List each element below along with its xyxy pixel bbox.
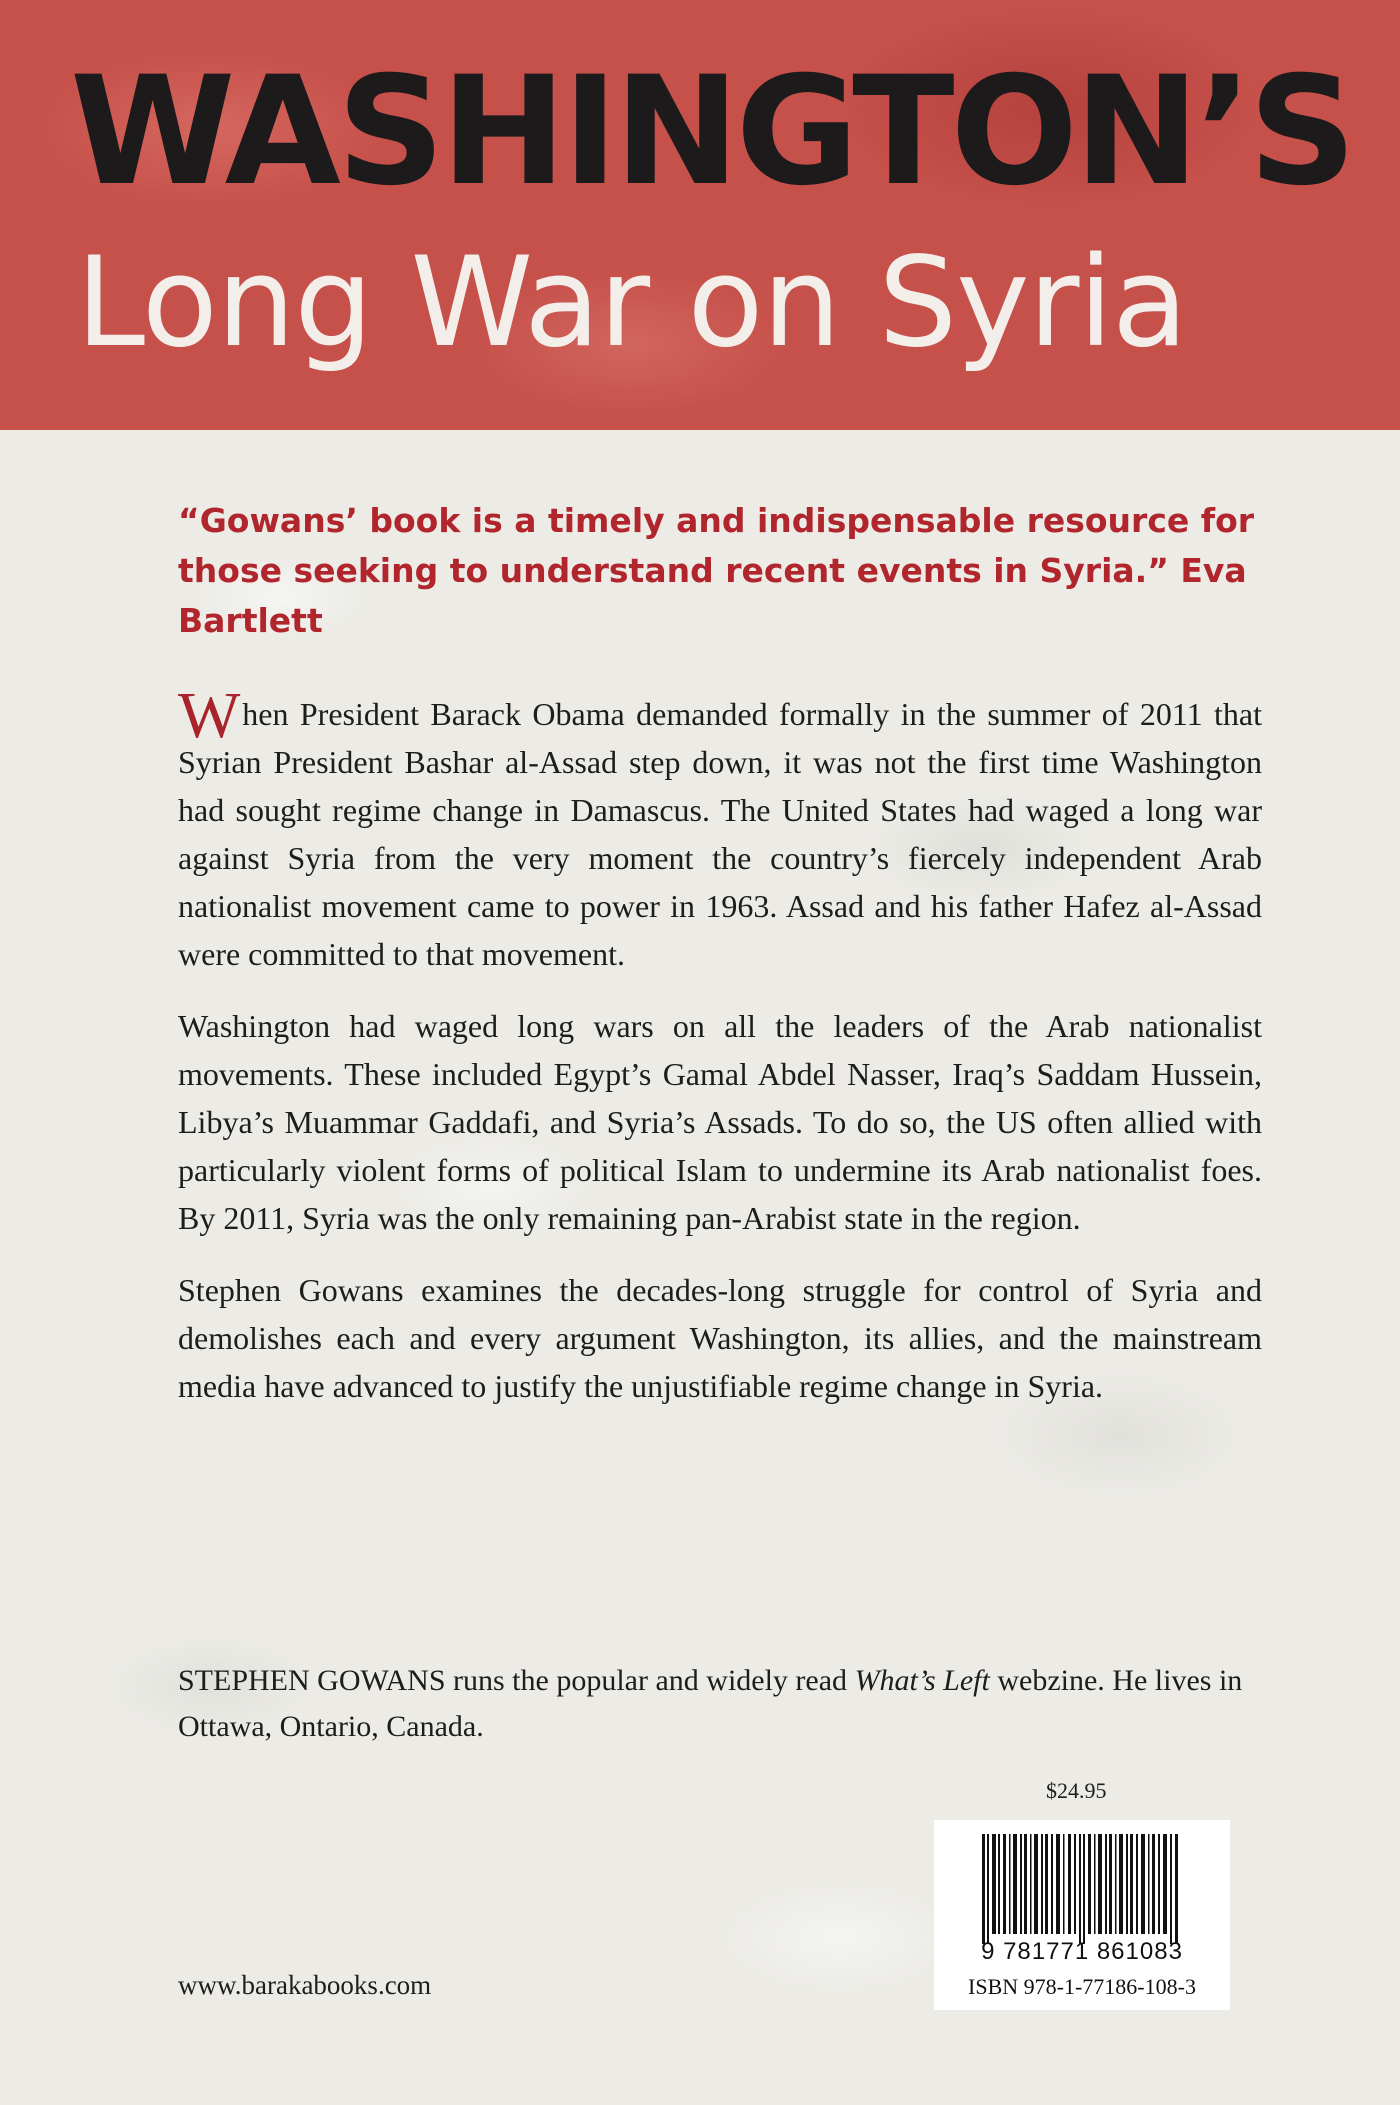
webzine-title: What’s Left	[854, 1664, 990, 1697]
barcode-number: 9 781771 861083	[981, 1938, 1183, 1965]
title-line-2: Long War on Syria	[76, 231, 1187, 375]
blurb-paragraph-2: Washington had waged long wars on all the leaders of the Arab nationalist movements. These included Egypt’s Gamal Abdel Nasser, Iraq’s Saddam Hussein, Libya’s Muammar Gaddafi, and Syria’s Assads. To do so, the US often allied with particularly violent forms of political Islam to undermine its Arab nationalist foes. By 2011, Syria was the only remaining pan-Arabist state in the region.	[178, 1008, 1262, 1236]
endorsement-quote: “Gowans’ book is a timely and indispensable resource for those seeking to understand recent events in Syria.” Eva Bartlett	[178, 501, 1255, 640]
blurb-paragraph-1	[178, 679, 1262, 978]
isbn: ISBN 978-1-77186-108-3	[968, 1974, 1196, 1999]
blurb-paragraph-3: Stephen Gowans examines the decades-long struggle for control of Syria and demolishes each and every argument Washington, its allies, and the mainstream media have advanced to justify the unjustifiable regime change in Syria.	[178, 1272, 1262, 1404]
blurb-paragraph-1-text: hen President Barack Obama demanded formally in the summer of 2011 that Syrian President Bashar al-Assad step down, it was not the first time Washington had sought regime change in Damascus. The United States had waged a long war against Syria from the very moment the country’s fiercely independent Arab nationalist movement came to power in 1963. Assad and his father Hafez al-Assad were committed to that movement.	[178, 696, 1262, 972]
blurb	[178, 679, 1262, 1434]
title-banner	[0, 0, 1400, 430]
author-bio	[178, 1658, 1268, 1750]
author-bio-end: webzine. He lives in Ottawa, Ontario, Canada.	[178, 1664, 1243, 1743]
price: $24.95	[1046, 1778, 1107, 1803]
publisher-website: www.barakabooks.com	[178, 1970, 432, 2000]
barcode-icon	[982, 1834, 1182, 1944]
drop-cap: W	[178, 679, 241, 752]
barcode-box	[934, 1820, 1230, 2010]
title-line-1: WASHINGTON’S	[70, 45, 1353, 219]
author-bio-start: STEPHEN GOWANS runs the popular and widely read	[178, 1664, 855, 1697]
